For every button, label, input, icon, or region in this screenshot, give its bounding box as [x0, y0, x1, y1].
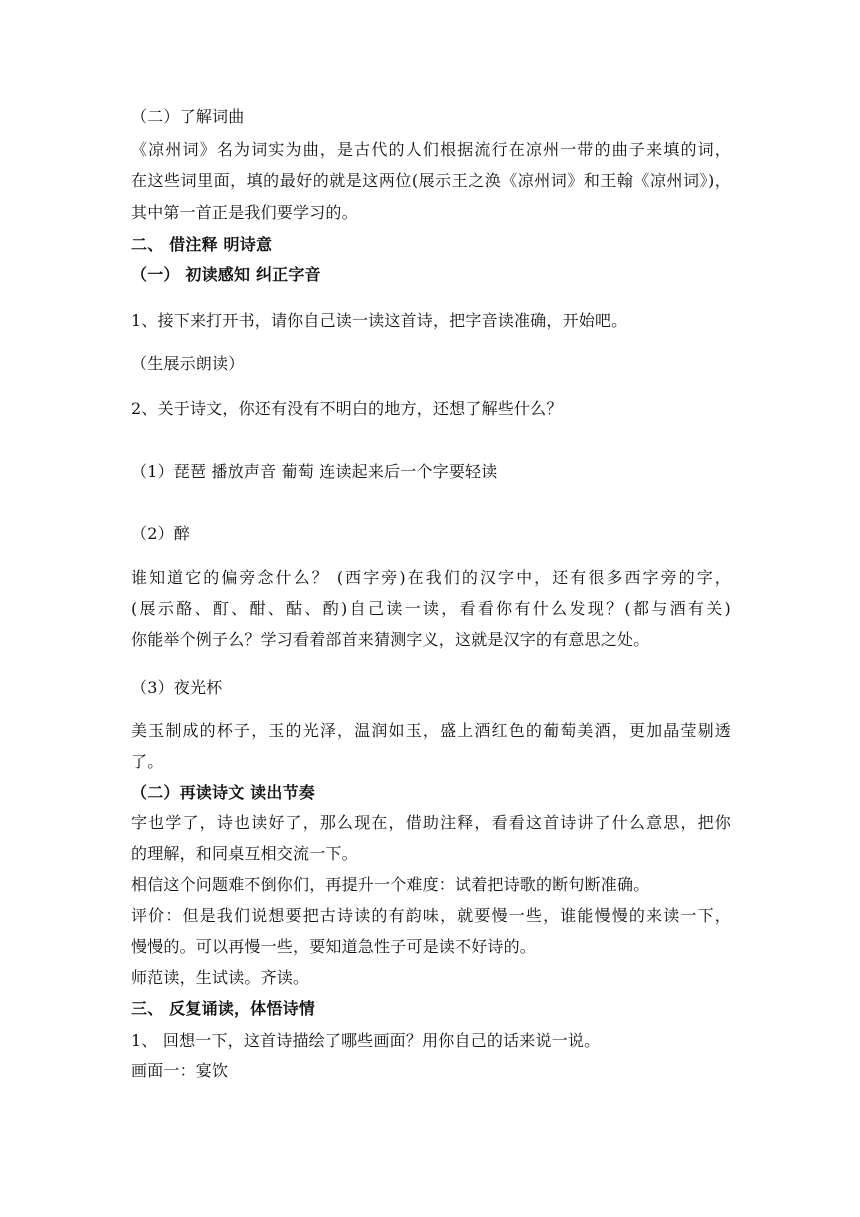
paragraph-line: 美玉制成的杯子，玉的光泽，温润如玉，盛上酒红色的葡萄美酒，更加晶莹剔透: [131, 721, 731, 740]
paragraph-line: 慢慢的。可以再慢一些，要知道急性子可是读不好诗的。: [131, 937, 537, 956]
subsection-heading-reread: （二）再读诗文 读出节奏: [131, 783, 315, 802]
paragraph-line: 字也学了，诗也读好了，那么现在，借助注释，看看这首诗讲了什么意思，把你: [131, 813, 731, 832]
paragraph-line: 评价：但是我们说想要把古诗读的有韵味，就要慢一些，谁能慢慢的来读一下，: [131, 906, 731, 925]
paragraph-line: 师范读，生试读。齐读。: [131, 968, 310, 987]
scene-one: 画面一：宴饮: [131, 1061, 229, 1080]
paragraph-line: 相信这个问题难不倒你们，再提升一个难度：试着把诗歌的断句断准确。: [131, 875, 650, 894]
step-2: 2、关于诗文，你还有没有不明白的地方，还想了解些什么？: [131, 399, 563, 418]
paragraph-line: 其中第一首正是我们要学习的。: [131, 203, 358, 222]
paragraph-line: 你能举个例子么？学习看着部首来猜测字义，这就是汉字的有意思之处。: [131, 630, 650, 649]
section-heading-two: 二、 借注释 明诗意: [131, 235, 273, 254]
item-zui: （2）醉: [131, 524, 190, 543]
step-1: 1、接下来打开书，请你自己读一读这首诗，把字音读准确，开始吧。: [131, 311, 628, 330]
step-1-section-three: 1、 回想一下，这首诗描绘了哪些画面？用你自己的话来说一说。: [131, 1031, 601, 1050]
paragraph-line: 在这些词里面，填的最好的就是这两位(展示王之涣《凉州词》和王翰《凉州词》)，: [131, 171, 731, 190]
section-heading-understand-ci: （二）了解词曲: [131, 107, 245, 126]
paragraph-line: (展示酪、酊、酣、酤、酌)自己读一读，看看你有什么发现？(都与酒有关): [131, 599, 731, 618]
paragraph-line: 谁知道它的偏旁念什么？ (西字旁)在我们的汉字中，还有很多西字旁的字，: [131, 568, 731, 587]
subsection-heading-first-reading: （一） 初读感知 纠正字音: [131, 265, 321, 284]
note-student-reading: （生展示朗读）: [131, 354, 245, 373]
item-night-cup: （3）夜光杯: [131, 678, 223, 697]
section-heading-three: 三、 反复诵读，体悟诗情: [131, 999, 315, 1018]
item-pipa: （1）琵琶 播放声音 葡萄 连读起来后一个字要轻读: [131, 462, 498, 481]
paragraph-line: 了。: [131, 752, 164, 771]
paragraph-line: 的理解，和同桌互相交流一下。: [131, 844, 358, 863]
paragraph-line: 《凉州词》名为词实为曲，是古代的人们根据流行在凉州一带的曲子来填的词，: [131, 140, 731, 159]
